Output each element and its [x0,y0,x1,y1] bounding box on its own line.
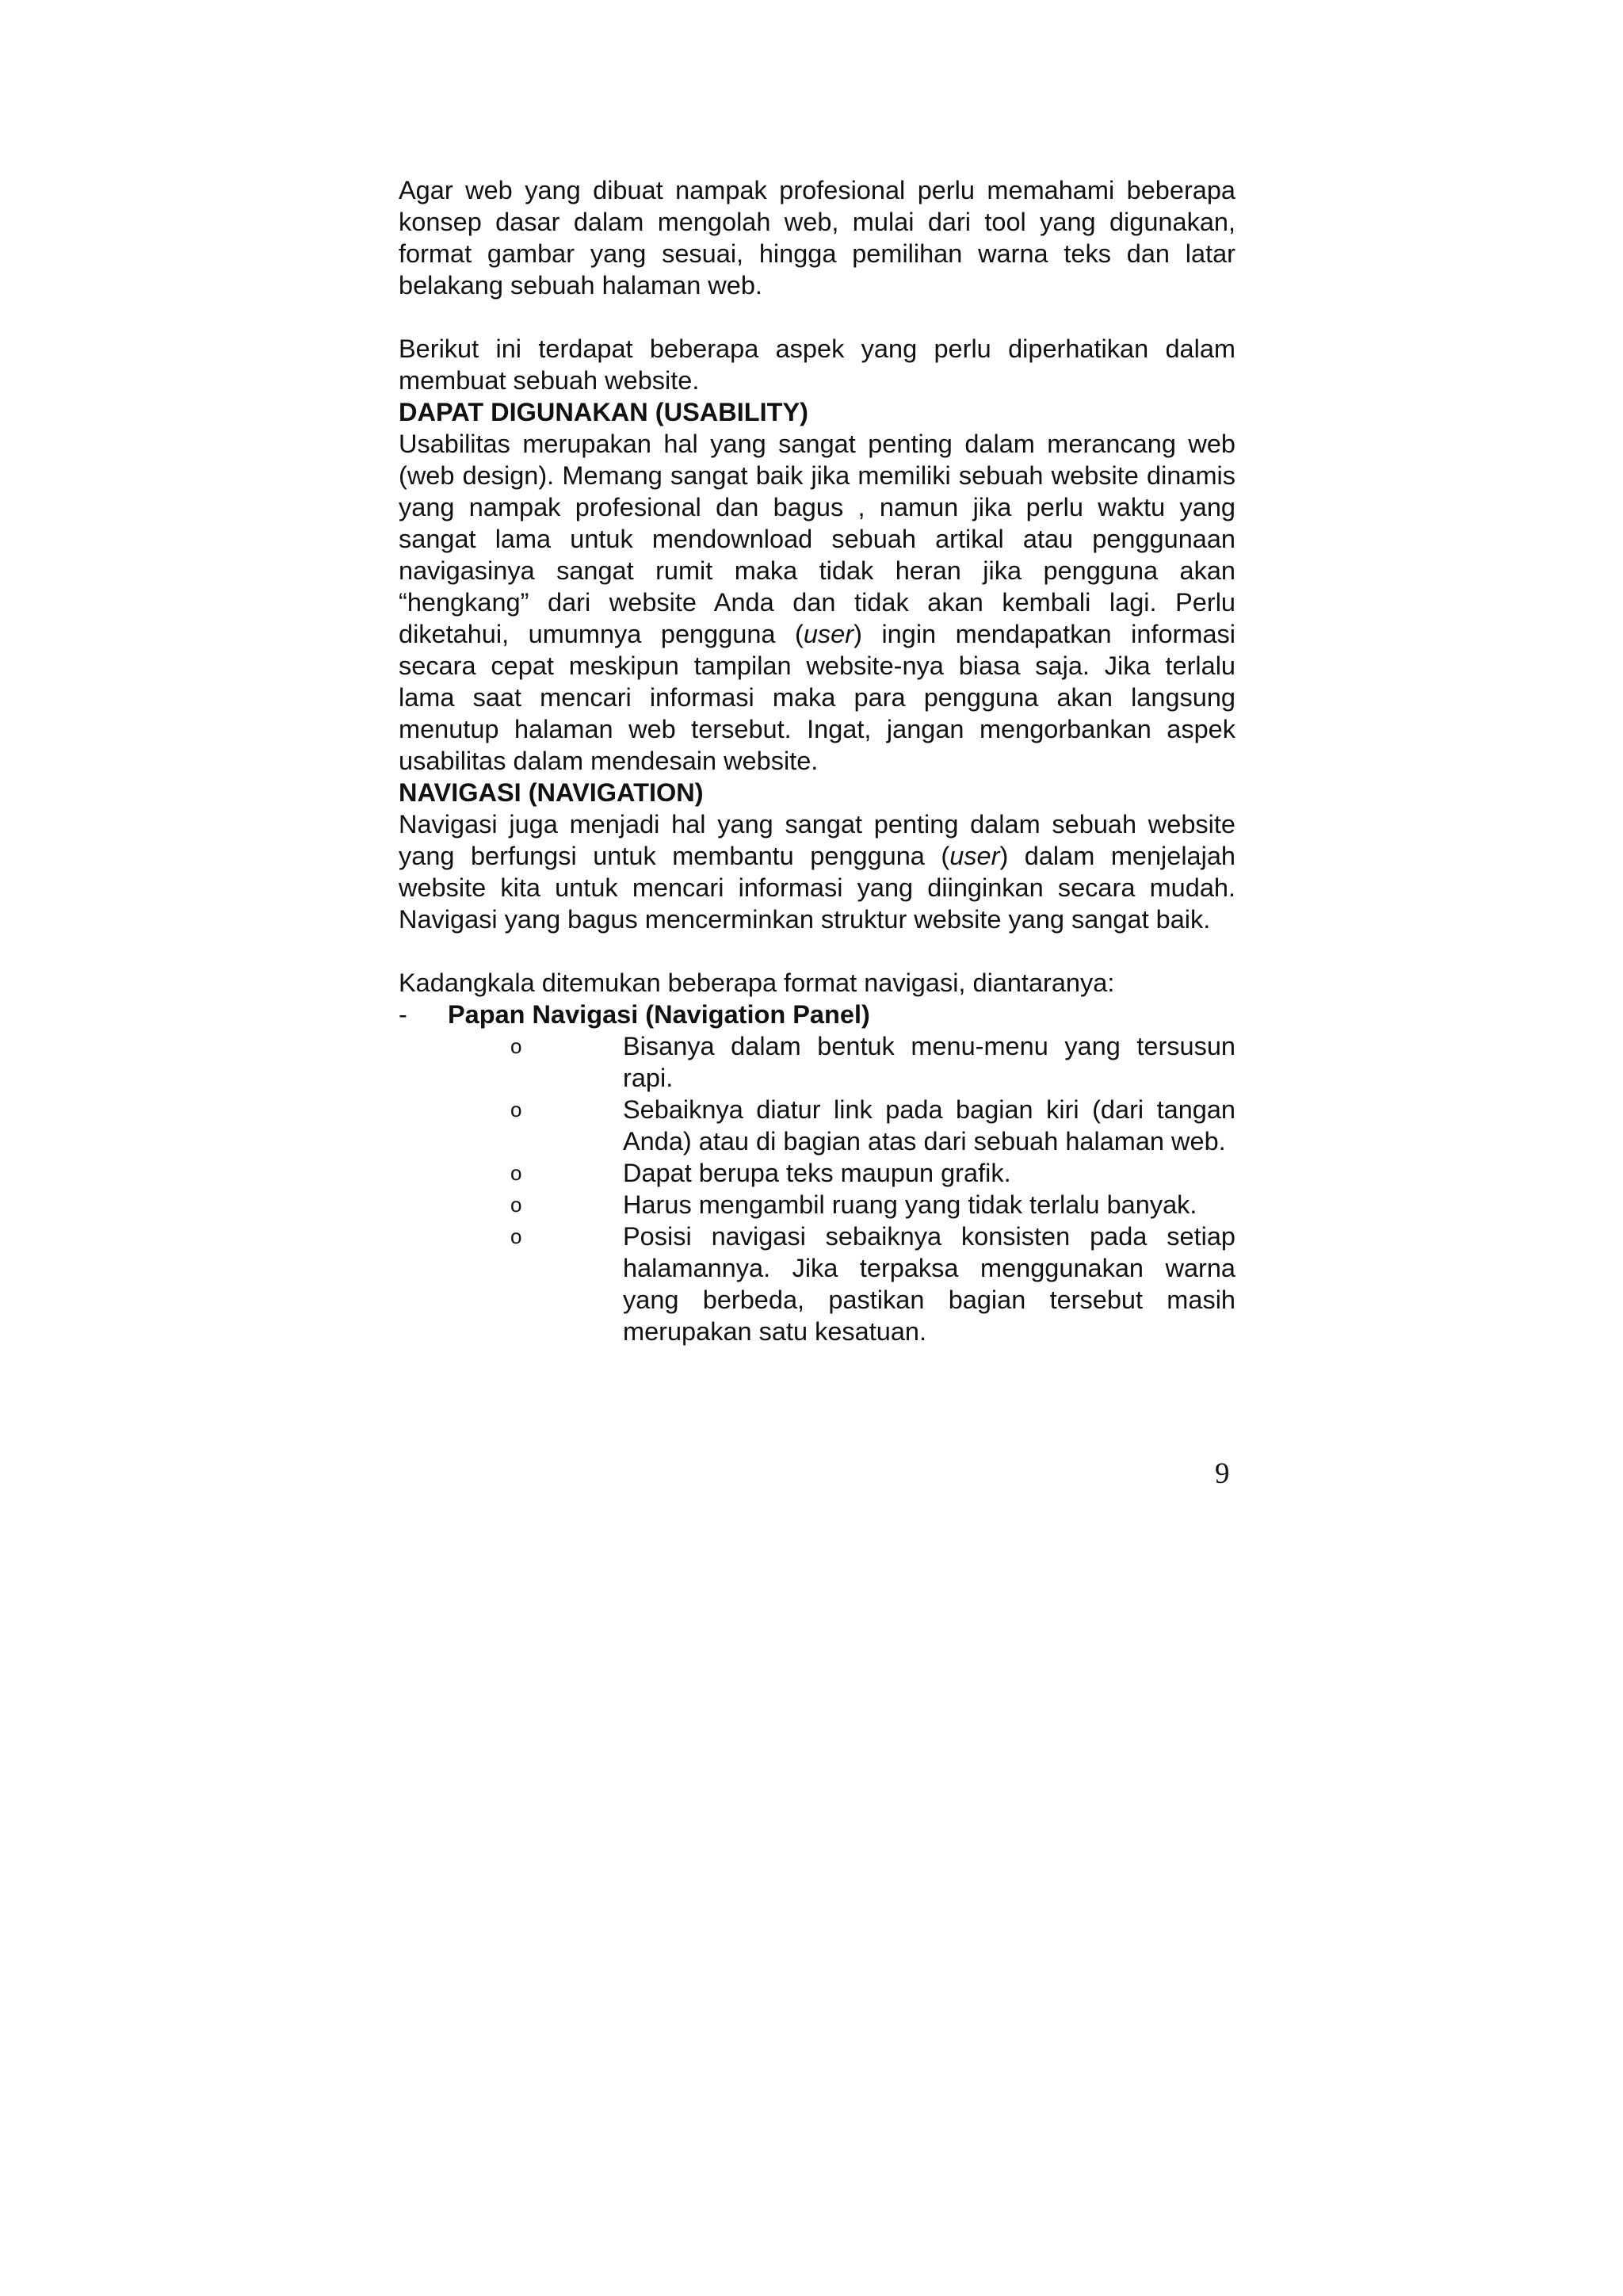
navigation-text-part-1: Navigasi juga menjadi hal yang sangat penting dalam sebuah website yang berfungsi untuk membantu pengguna ( [399,810,1235,870]
circle-bullet: o [510,1098,522,1121]
usability-heading: DAPAT DIGUNAKAN (USABILITY) [399,398,808,426]
list-item [399,1094,1235,1157]
navigation-heading: NAVIGASI (NAVIGATION) [399,778,704,807]
navigation-panel-points [399,1030,1235,1347]
list-item-text: Sebaiknya diatur link pada bagian kiri (dari tangan Anda) atau di bagian atas dari sebuah halaman web. [623,1095,1235,1156]
navigation-format-item [399,999,1235,1030]
dash-bullet: - [399,1000,407,1029]
usability-text-part-1: Usabilitas merupakan hal yang sangat penting dalam merancang web (web design). Memang sangat baik jika memiliki sebuah website dinamis yang nampak profesional dan bagus , namun jika perlu waktu yang sangat lama untuk mendownload sebuah artikal atau penggunaan navigasinya sangat rumit maka tidak heran jika pengguna akan “hengkang” dari website Anda dan tidak akan kembali lagi. Perlu diketahui, umumnya pengguna ( [399,430,1235,648]
navigation-panel-label: Papan Navigasi (Navigation Panel) [448,1000,870,1029]
intro-paragraph-2: Berikut ini terdapat beberapa aspek yang perlu diperhatikan dalam membuat sebuah website. [399,334,1235,395]
list-item-text: Posisi navigasi sebaiknya konsisten pada setiap halamannya. Jika terpaksa menggunakan warna yang berbeda, pastikan bagian tersebut masih merupakan satu kesatuan. [623,1222,1235,1346]
circle-bullet: o [510,1224,522,1248]
list-item [399,1030,1235,1094]
list-item [399,1221,1235,1347]
page-content [399,174,1235,1347]
navigation-paragraph [399,808,1235,935]
list-item-text: Bisanya dalam bentuk menu-menu yang tersusun rapi. [623,1032,1235,1092]
circle-bullet: o [510,1193,522,1217]
circle-bullet: o [510,1034,522,1058]
intro-paragraph-1: Agar web yang dibuat nampak profesional perlu memahami beberapa konsep dasar dalam mengolah web, mulai dari tool yang digunakan, format gambar yang sesuai, hingga pemilihan warna teks dan latar belakang sebuah halaman web. [399,176,1235,300]
navigation-text-part-2: ) dalam menjelajah website kita untuk mencari informasi yang diinginkan secara mudah. Navigasi yang bagus mencerminkan struktur website yang sangat baik. [399,842,1236,934]
navigation-formats-intro: Kadangkala ditemukan beberapa format navigasi, diantaranya: [399,968,1115,997]
usability-text-part-2: ) ingin mendapatkan informasi secara cepat meskipun tampilan website-nya biasa saja. Jika terlalu lama saat mencari informasi maka para pengguna akan langsung menutup halaman web tersebut. Ingat, jangan mengorbankan aspek usabilitas dalam mendesain website. [399,620,1235,775]
navigation-user-term: user [949,842,1000,870]
list-item-text: Harus mengambil ruang yang tidak terlalu banyak. [623,1190,1197,1219]
page-number: 9 [1215,1457,1230,1490]
usability-paragraph [399,428,1235,777]
list-item [399,1189,1235,1221]
usability-user-term: user [803,620,854,648]
list-item [399,1157,1235,1189]
list-item-text: Dapat berupa teks maupun grafik. [623,1159,1011,1187]
circle-bullet: o [510,1161,522,1185]
